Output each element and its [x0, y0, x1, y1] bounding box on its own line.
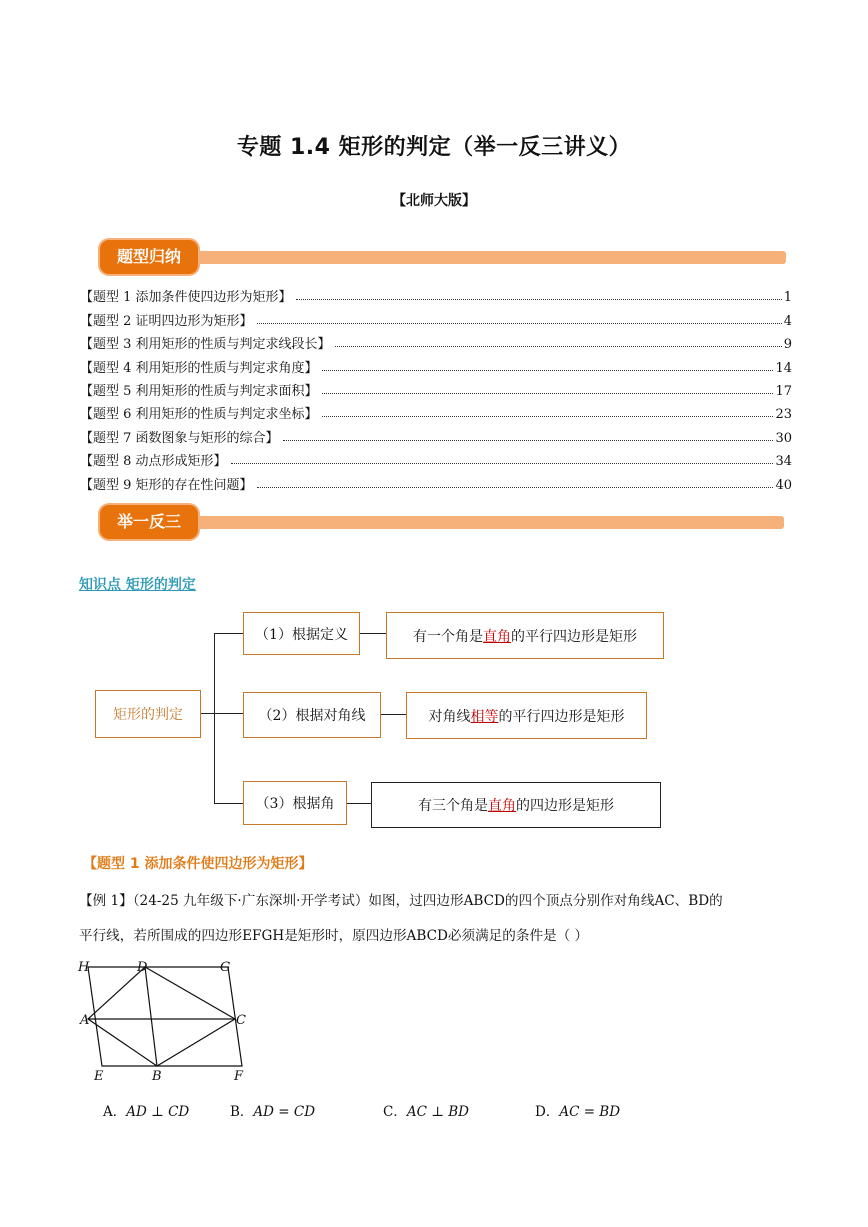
toc-item[interactable]: 【题型 8 动点形成矩形】 34	[80, 454, 792, 470]
connector-line	[214, 633, 244, 634]
label-g: G	[220, 960, 231, 975]
toc-item[interactable]: 【题型 4 利用矩形的性质与判定求角度】 14	[80, 360, 792, 376]
section-band-summary	[100, 251, 786, 264]
label-a: A	[80, 1013, 90, 1028]
label-e: E	[94, 1069, 104, 1084]
toc-item[interactable]: 【题型 2 证明四边形为矩形】 4	[80, 313, 792, 329]
choice-a[interactable]: A．AD ⊥ CD	[103, 1104, 190, 1120]
diagram-rule-box: 有一个角是直角的平行四边形是矩形	[386, 612, 664, 659]
label-h: H	[78, 960, 90, 975]
problem-line-1: 【例 1】（24-25 九年级下·广东深圳·开学考试）如图，过四边形ABCD的四个顶点分别作对角线AC、BD的	[79, 893, 723, 909]
connector-line	[381, 714, 407, 715]
toc-item[interactable]: 【题型 6 利用矩形的性质与判定求坐标】 23	[80, 407, 792, 423]
diagonal-bd	[145, 967, 157, 1066]
connector-line	[360, 633, 386, 634]
label-b: B	[152, 1069, 162, 1084]
toc-item[interactable]: 【题型 5 利用矩形的性质与判定求面积】 17	[80, 383, 792, 399]
label-c: C	[236, 1013, 246, 1028]
toc-item[interactable]: 【题型 1 添加条件使四边形为矩形】 1	[80, 290, 792, 306]
diagram-method-box: （3）根据角	[243, 781, 347, 825]
connector-line	[214, 713, 244, 714]
parallelogram-efgh	[88, 967, 242, 1066]
choice-d[interactable]: D．AC = BD	[535, 1104, 621, 1120]
edition-label: 【北师大版】	[392, 193, 476, 209]
diagram-method-box: （1）根据定义	[243, 612, 360, 655]
problem-type-heading: 【题型 1 添加条件使四边形为矩形】	[83, 856, 313, 872]
diagram-rule-box: 对角线相等的平行四边形是矩形	[406, 692, 647, 739]
label-d: D	[137, 960, 148, 975]
connector-line	[347, 803, 372, 804]
connector-line	[201, 713, 215, 714]
section-band-practice	[100, 516, 784, 529]
knowledge-point-heading: 知识点 矩形的判定	[79, 577, 196, 593]
connector-line	[214, 633, 215, 803]
label-f: F	[234, 1069, 244, 1084]
section-pill-practice: 举一反三	[100, 505, 198, 539]
diagram-method-box: （2）根据对角线	[243, 692, 381, 738]
toc-item[interactable]: 【题型 9 矩形的存在性问题】 40	[80, 477, 792, 493]
choice-c[interactable]: C．AC ⊥ BD	[383, 1104, 469, 1120]
choice-b[interactable]: B．AD = CD	[230, 1104, 316, 1120]
problem-line-2: 平行线，若所围成的四边形EFGH是矩形时，原四边形ABCD必须满足的条件是（ ）	[79, 928, 589, 944]
page-title: 专题 1.4 矩形的判定（举一反三讲义）	[236, 135, 632, 160]
connector-line	[214, 803, 244, 804]
diagram-root-box: 矩形的判定	[95, 690, 201, 738]
table-of-contents	[80, 282, 792, 493]
geometry-figure	[70, 955, 260, 1087]
toc-item[interactable]: 【题型 7 函数图象与矩形的综合】 30	[80, 430, 792, 446]
toc-item[interactable]: 【题型 3 利用矩形的性质与判定求线段长】 9	[80, 337, 792, 353]
section-pill-summary: 题型归纳	[100, 240, 198, 274]
quadrilateral-abcd	[88, 967, 235, 1066]
diagram-rule-box: 有三个角是直角的四边形是矩形	[371, 782, 661, 828]
